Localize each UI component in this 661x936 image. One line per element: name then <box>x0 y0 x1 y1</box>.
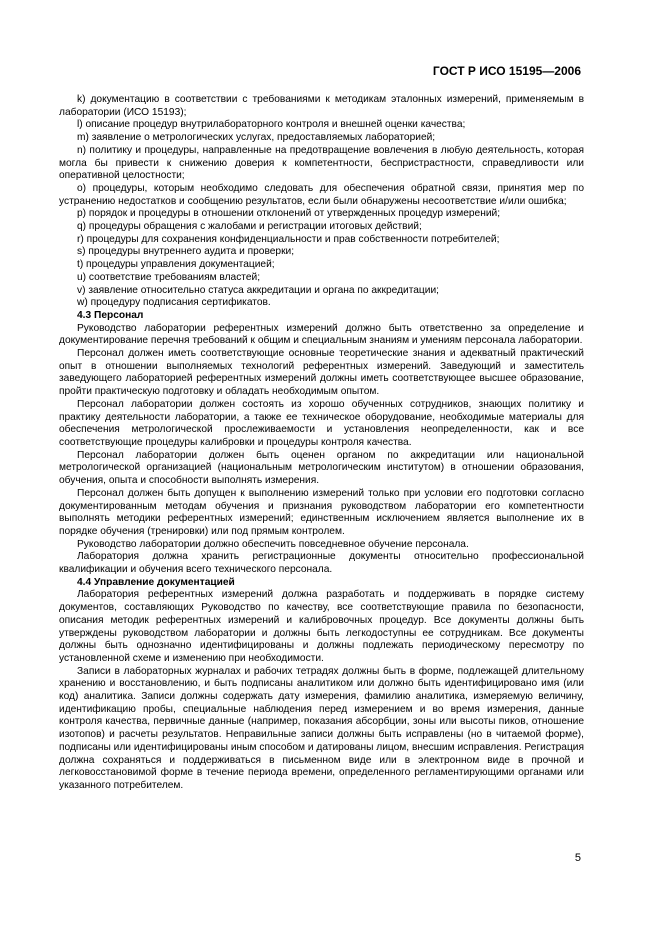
section-heading-personnel: 4.3 Персонал <box>77 309 144 321</box>
list-item: k) документацию в соответствии с требованиями к методикам эталонных измерений, применяемым в лаборатории (ИСО 15193); <box>59 94 584 118</box>
list-item: v) заявление относительно статуса аккредитации и органа по аккредитации; <box>77 284 439 296</box>
paragraph: Персонал лаборатории должен состоять из хорошо обученных сотрудников, знающих политику и практику деятельности лаборатории, а также ее техническое оборудование, необходимые материалы для обеспечения метрологической прослеживаемости и установления неопределенности, как и все соответствующие процедуры калибровки и процедуры контроля качества. <box>59 398 584 448</box>
paragraph: Руководство лаборатории референтных измерений должно быть ответственно за определение и документирование перечня требований к общим и специальным знаниям и умениям персонала лаборатории. <box>59 322 584 347</box>
list-item: o) процедуры, которым необходимо следовать для обеспечения обратной связи, принятия мер по устранению недостатков и сообщению результатов, если были обнаружены несоответствие и/или ошибка; <box>59 182 584 207</box>
paragraph: Руководство лаборатории должно обеспечить повседневное обучение персонала. <box>77 538 469 550</box>
list-item: w) процедуру подписания сертификатов. <box>77 297 271 309</box>
list-item: m) заявление о метрологических услугах, предоставляемых лабораторией; <box>77 132 436 144</box>
page-number: 5 <box>574 852 581 864</box>
paragraph: Лаборатория должна хранить регистрационные документы относительно профессиональной квалификации и обучения всего технического персонала. <box>59 551 584 576</box>
list-item: t) процедуры управления документацией; <box>77 259 275 271</box>
list-item: n) политику и процедуры, направленные на предотвращение вовлечения в любую деятельность, которая могла бы привести к снижению доверия к компетентности, беспристрастности, справедливости или оперативной целостности; <box>59 144 584 182</box>
list-item: u) соответствие требованиям властей; <box>77 271 261 283</box>
requirements-list <box>59 94 584 310</box>
paragraph: Лаборатория референтных измерений должна разработать и поддерживать в порядке систему документов, составляющих Руководство по качеству, все соответствующие правила по безопасности, описания методик референтных измерений и калибровочных процедур. Все документы должны быть утверждены руководством лаборатории и должны быть легкодоступны ее сотрудникам. Все документы должны быть однозначно идентифицированы и должны подлежать периодическому пересмотру по установленной схеме и изменению при необходимости. <box>59 589 584 664</box>
paragraph: Персонал должен быть допущен к выполнению измерений только при условии его подготовки согласно документированным методам обучения и признания руководством лаборатории его компетентности выполнять методики референтных измерений; единственным исключением является выполнение их в порядке обучения (тренировки) или под прямым контролем. <box>59 487 584 537</box>
list-item: p) порядок и процедуры в отношении отклонений от утвержденных процедур измерений; <box>77 208 501 220</box>
standard-title: ГОСТ Р ИСО 15195—2006 <box>432 64 581 78</box>
paragraph: Записи в лабораторных журналах и рабочих тетрадях должны быть в форме, подлежащей длительному хранению и восстановлению, и быть подписаны аналитиком или должно быть идентифицировано имя (или код) аналитика. Записи должны содержать дату измерения, фамилию аналитика, измеряемую величину, идентификацию пробы, специальные наблюдения перед измерением и во время измерения, данные контроля качества, первичные данные (например, показания абсорбции, зоны или высоты пиков, отношение изотопов) и расчеты результатов. Неправильные записи должны быть исправлены (но в читаемой форме), подписаны или идентифицированы иным способом и датированы лицом, внесшим исправления. Регистрация должна сохраняться и поддерживаться в письменном виде или в электронном виде в прочной и легковосстановимой форме в течение периода времени, определенного регламентирующими органами или указанного потребителем. <box>59 665 584 791</box>
list-item: s) процедуры внутреннего аудита и проверки; <box>77 246 295 258</box>
section-heading-document-control: 4.4 Управление документацией <box>77 576 235 588</box>
page-content <box>59 94 584 793</box>
paragraph: Персонал лаборатории должен быть оценен органом по аккредитации или национальной метрологической организацией (национальным метрологическим институтом) в отношении образования, обучения, опыта и способности выполнять измерения. <box>59 449 584 487</box>
paragraph: Персонал должен иметь соответствующие основные теоретические знания и адекватный практический опыт в отношении выполняемых технологий референтных измерений. Заведующий и заместитель заведующего лабораторией референтных измерений должны иметь соответствующее высшее образование, пройти практическую подготовку и обладать необходимым опытом. <box>59 348 584 398</box>
list-item: l) описание процедур внутрилабораторного контроля и внешней оценки качества; <box>77 119 466 131</box>
list-item: r) процедуры для сохранения конфиденциальности и прав собственности потребителей; <box>77 233 500 245</box>
list-item: q) процедуры обращения с жалобами и регистрации итоговых действий; <box>77 221 422 233</box>
